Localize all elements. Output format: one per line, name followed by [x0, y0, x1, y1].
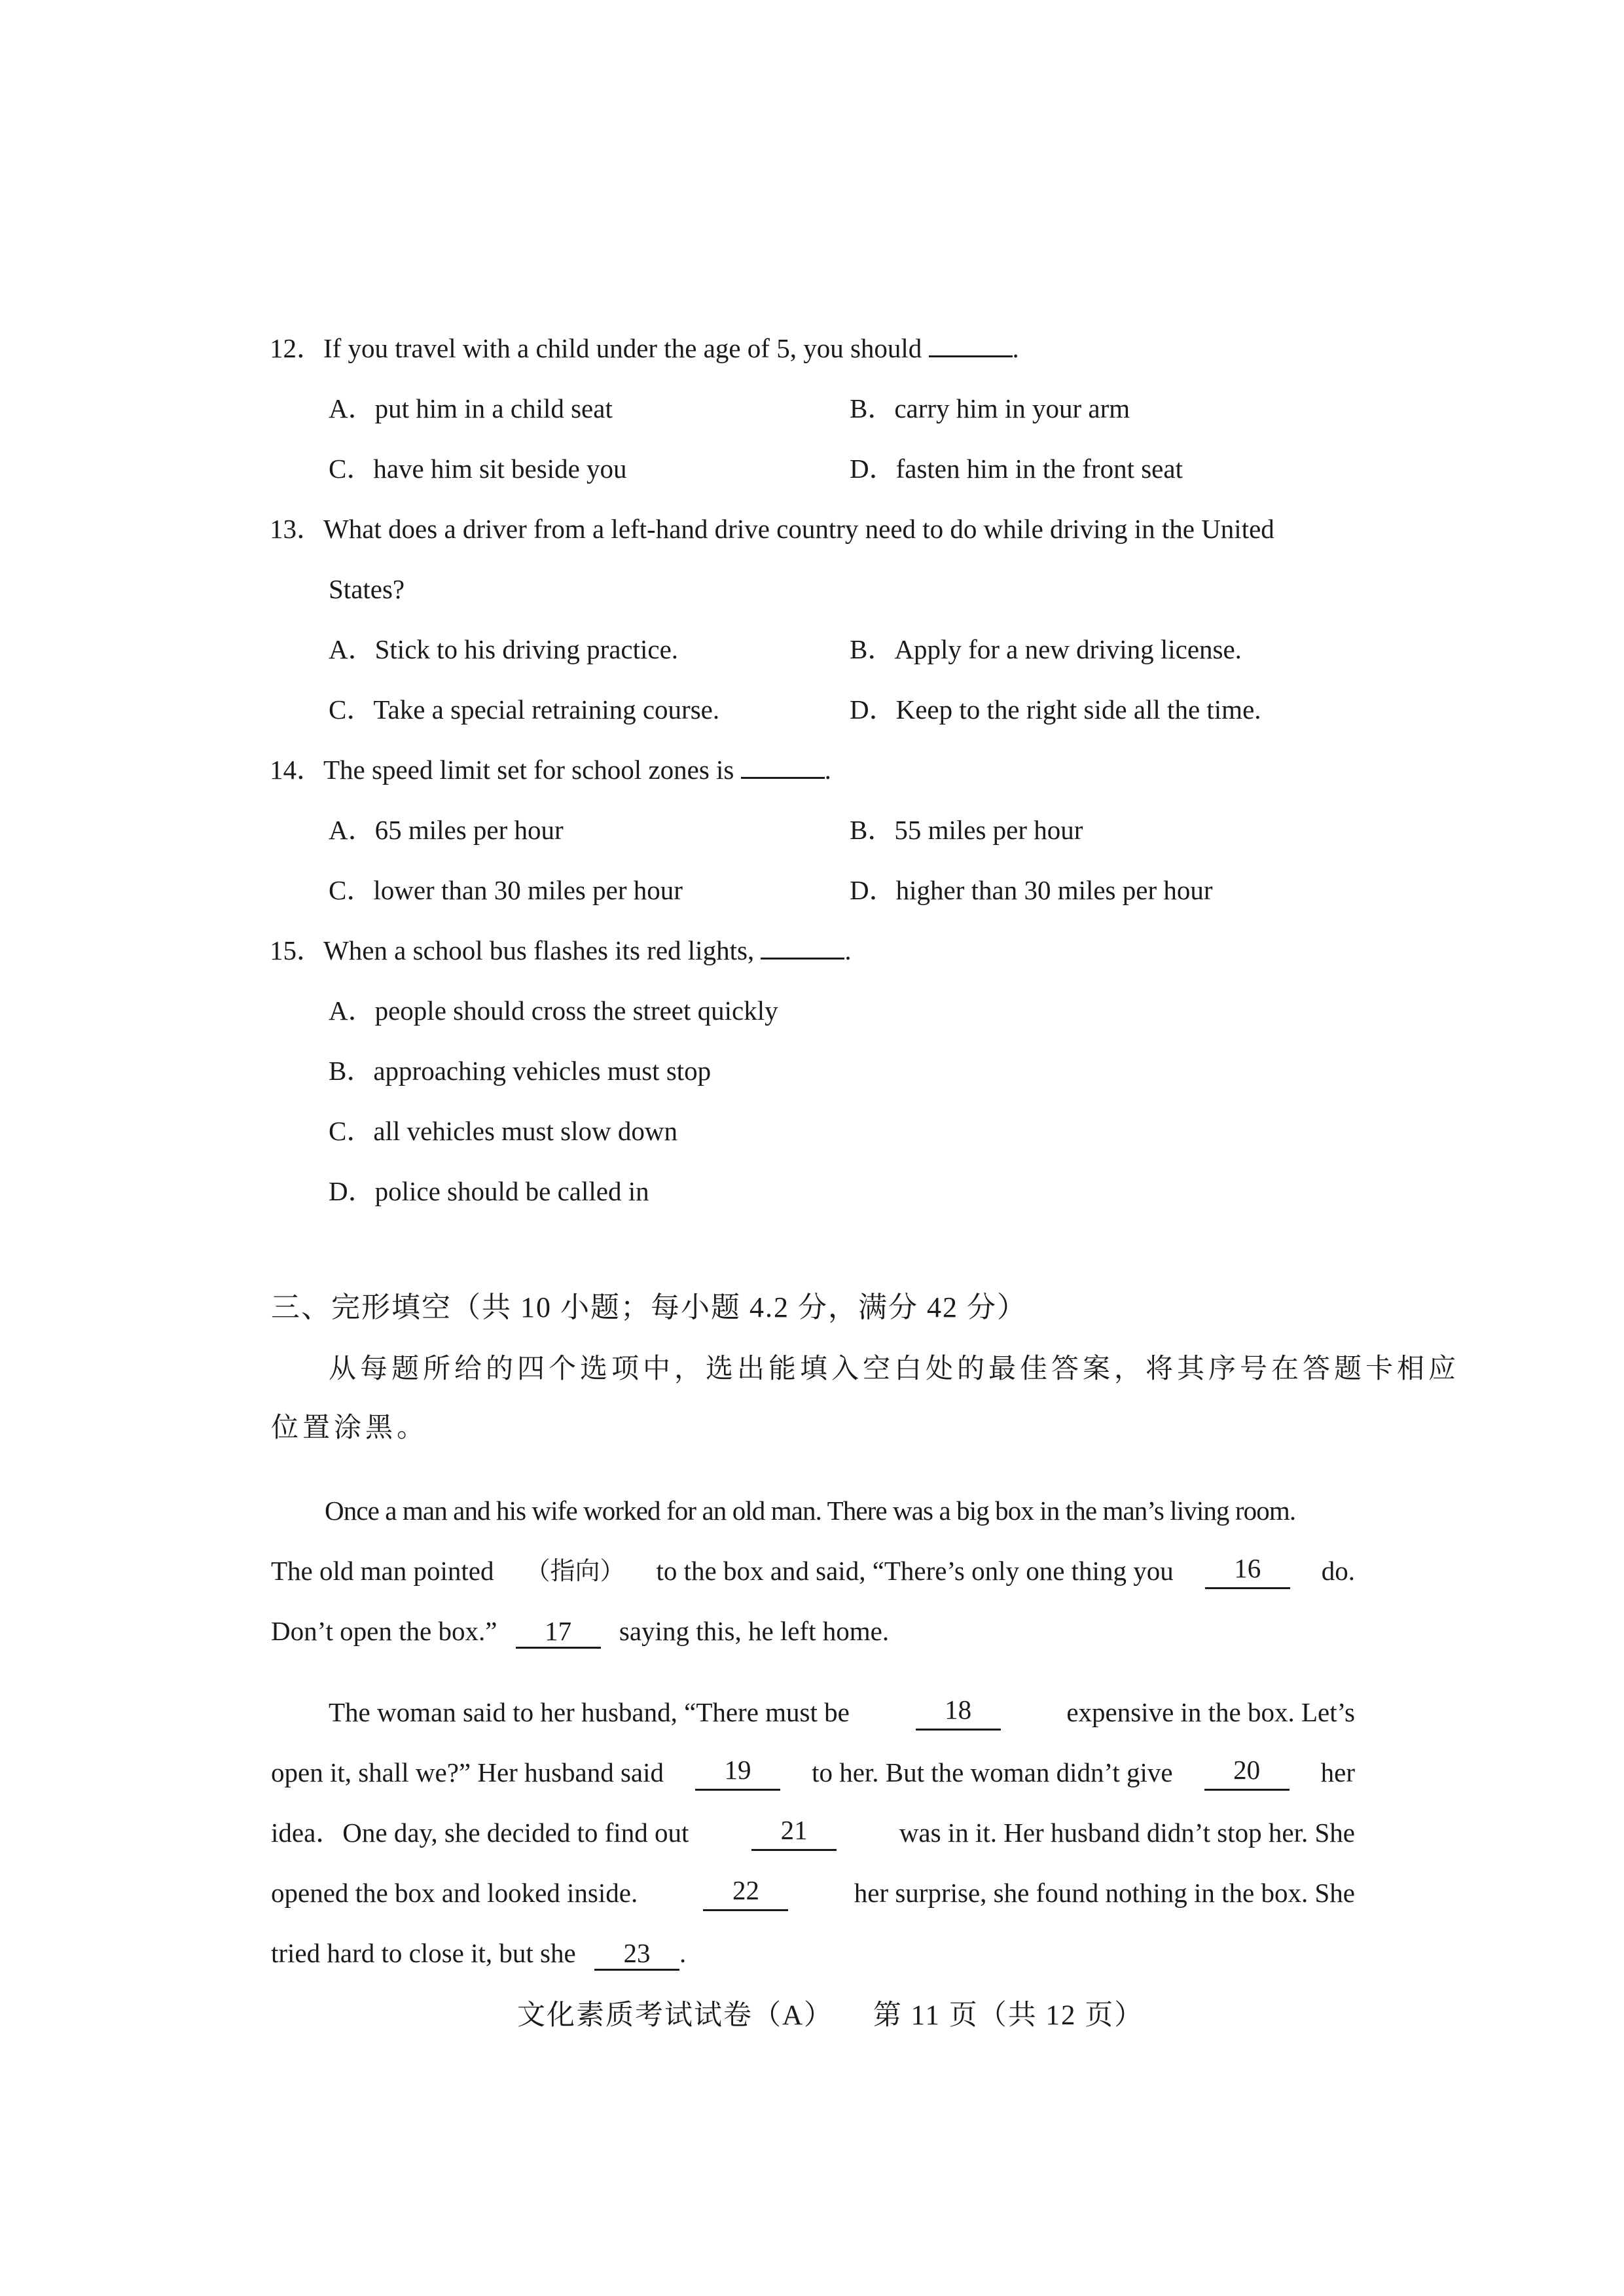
option-13-d — [850, 691, 1261, 728]
option-13-a — [329, 631, 678, 668]
option-text: Take a special retraining course. — [373, 694, 720, 725]
option-letter: A． — [329, 634, 375, 664]
question-number: 14． — [270, 755, 323, 785]
option-letter: A． — [329, 815, 375, 845]
option-15-a — [329, 992, 778, 1029]
option-14-b — [850, 812, 1083, 848]
cloze-blank-22: 22 — [703, 1874, 788, 1911]
option-13-b — [850, 631, 1242, 668]
option-15-d — [329, 1173, 649, 1210]
passage-line — [271, 1814, 1355, 1851]
cloze-blank-19: 19 — [695, 1754, 780, 1791]
option-text: higher than 30 miles per hour — [895, 875, 1213, 905]
passage-line — [329, 1694, 1355, 1731]
paper-title: 文化素质考试试卷（A） — [517, 2000, 834, 2031]
section-instruction-line2: 位置涂黑。 — [271, 1413, 429, 1443]
option-text: police should be called in — [374, 1176, 649, 1206]
option-letter: B． — [329, 1056, 374, 1086]
option-14-d — [850, 872, 1213, 908]
answer-blank — [929, 332, 1013, 357]
option-12-b — [850, 390, 1130, 427]
option-12-d — [850, 450, 1183, 487]
option-letter: C． — [329, 694, 374, 725]
option-letter: A． — [329, 393, 375, 423]
option-letter: D． — [329, 1176, 375, 1206]
option-12-a — [329, 390, 613, 427]
question-12-stem — [270, 330, 1019, 367]
option-text: fasten him in the front seat — [895, 454, 1183, 484]
option-15-b — [329, 1052, 711, 1089]
stem-end: . — [844, 935, 852, 965]
answer-blank — [741, 753, 825, 779]
cloze-blank-16: 16 — [1205, 1552, 1290, 1589]
section-title: 三、完形填空（共 10 小题；每小题 4.2 分，满分 42 分） — [271, 1291, 1027, 1323]
question-13-stem-line2: States? — [329, 574, 405, 604]
option-12-c — [329, 450, 627, 487]
cloze-blank-18: 18 — [916, 1694, 1001, 1731]
option-text: Keep to the right side all the time. — [895, 694, 1261, 725]
option-text: Apply for a new driving license. — [894, 634, 1242, 664]
option-letter: D． — [850, 875, 896, 905]
passage-line — [271, 1613, 889, 1649]
stem-end: . — [1012, 333, 1019, 363]
option-letter: A． — [329, 996, 375, 1026]
passage-text: The woman said to her husband, “There must be — [329, 1697, 850, 1727]
passage-line — [271, 1874, 1355, 1911]
option-text: all vehicles must slow down — [373, 1116, 677, 1146]
passage-text: expensive in the box. Let’s — [1066, 1697, 1355, 1727]
question-number: 13． — [270, 514, 323, 544]
cloze-blank-20: 20 — [1204, 1754, 1290, 1791]
option-15-c — [329, 1113, 677, 1149]
passage-text: do. — [1321, 1556, 1355, 1586]
question-text: The speed limit set for school zones is — [323, 755, 734, 785]
passage-text: to the box and said, “There’s only one thing you — [656, 1556, 1174, 1586]
page-footer — [517, 1996, 1144, 2036]
question-text: If you travel with a child under the age of 5, you should — [323, 333, 922, 363]
section-instruction: 从每题所给的四个选项中，选出能填入空白处的最佳答案，将其序号在答题卡相应 — [329, 1354, 1460, 1384]
passage-text: The old man pointed — [271, 1556, 494, 1586]
option-letter: D． — [850, 454, 896, 484]
question-text: When a school bus flashes its red lights, — [323, 935, 755, 965]
option-14-a — [329, 812, 564, 848]
option-letter: B． — [850, 634, 895, 664]
passage-line: Once a man and his wife worked for an old man. There was a big box in the man’s living room. — [325, 1496, 1296, 1526]
cloze-blank-23: 23 — [594, 1937, 679, 1971]
passage-text: saying this, he left home. — [619, 1616, 890, 1646]
gloss-text: （指向） — [525, 1556, 625, 1585]
option-text: 55 miles per hour — [894, 815, 1083, 845]
option-14-c — [329, 872, 683, 908]
question-number: 12． — [270, 333, 323, 363]
option-text: approaching vehicles must stop — [373, 1056, 712, 1086]
page-number: 第 11 页（共 12 页） — [873, 2000, 1144, 2031]
option-text: people should cross the street quickly — [374, 996, 778, 1026]
question-text: What does a driver from a left-hand drive country need to do while driving in the United — [323, 514, 1274, 544]
passage-text: open it, shall we?” Her husband said — [271, 1757, 664, 1787]
option-text: 65 miles per hour — [374, 815, 564, 845]
option-text: carry him in your arm — [894, 393, 1130, 423]
passage-text: idea．One day, she decided to find out — [271, 1818, 689, 1848]
stem-end: . — [824, 755, 831, 785]
passage-line — [271, 1754, 1355, 1791]
answer-blank — [761, 934, 844, 960]
option-letter: B． — [850, 393, 895, 423]
cloze-blank-17: 17 — [516, 1615, 601, 1649]
passage-text: her — [1320, 1757, 1355, 1787]
option-letter: D． — [850, 694, 896, 725]
passage-text: tried hard to close it, but she — [271, 1938, 576, 1968]
passage-line — [271, 1935, 686, 1971]
option-letter: C． — [329, 1116, 374, 1146]
passage-text: . — [679, 1938, 687, 1968]
option-letter: B． — [850, 815, 895, 845]
passage-text: was in it. Her husband didn’t stop her. She — [899, 1818, 1355, 1848]
passage-text: to her. But the woman didn’t give — [812, 1757, 1173, 1787]
option-letter: C． — [329, 875, 374, 905]
passage-line — [271, 1552, 1355, 1589]
option-text: lower than 30 miles per hour — [373, 875, 683, 905]
option-text: Stick to his driving practice. — [374, 634, 679, 664]
option-text: have him sit beside you — [373, 454, 627, 484]
passage-text: her surprise, she found nothing in the box. She — [854, 1878, 1355, 1908]
option-13-c — [329, 691, 719, 728]
question-13-stem — [270, 511, 1274, 547]
option-letter: C． — [329, 454, 374, 484]
question-14-stem — [270, 751, 831, 788]
passage-text: Don’t open the box.” — [271, 1616, 497, 1646]
cloze-blank-21: 21 — [751, 1814, 837, 1851]
option-text: put him in a child seat — [374, 393, 613, 423]
passage-text: opened the box and looked inside. — [271, 1878, 638, 1908]
question-number: 15． — [270, 935, 323, 965]
question-15-stem — [270, 932, 852, 969]
